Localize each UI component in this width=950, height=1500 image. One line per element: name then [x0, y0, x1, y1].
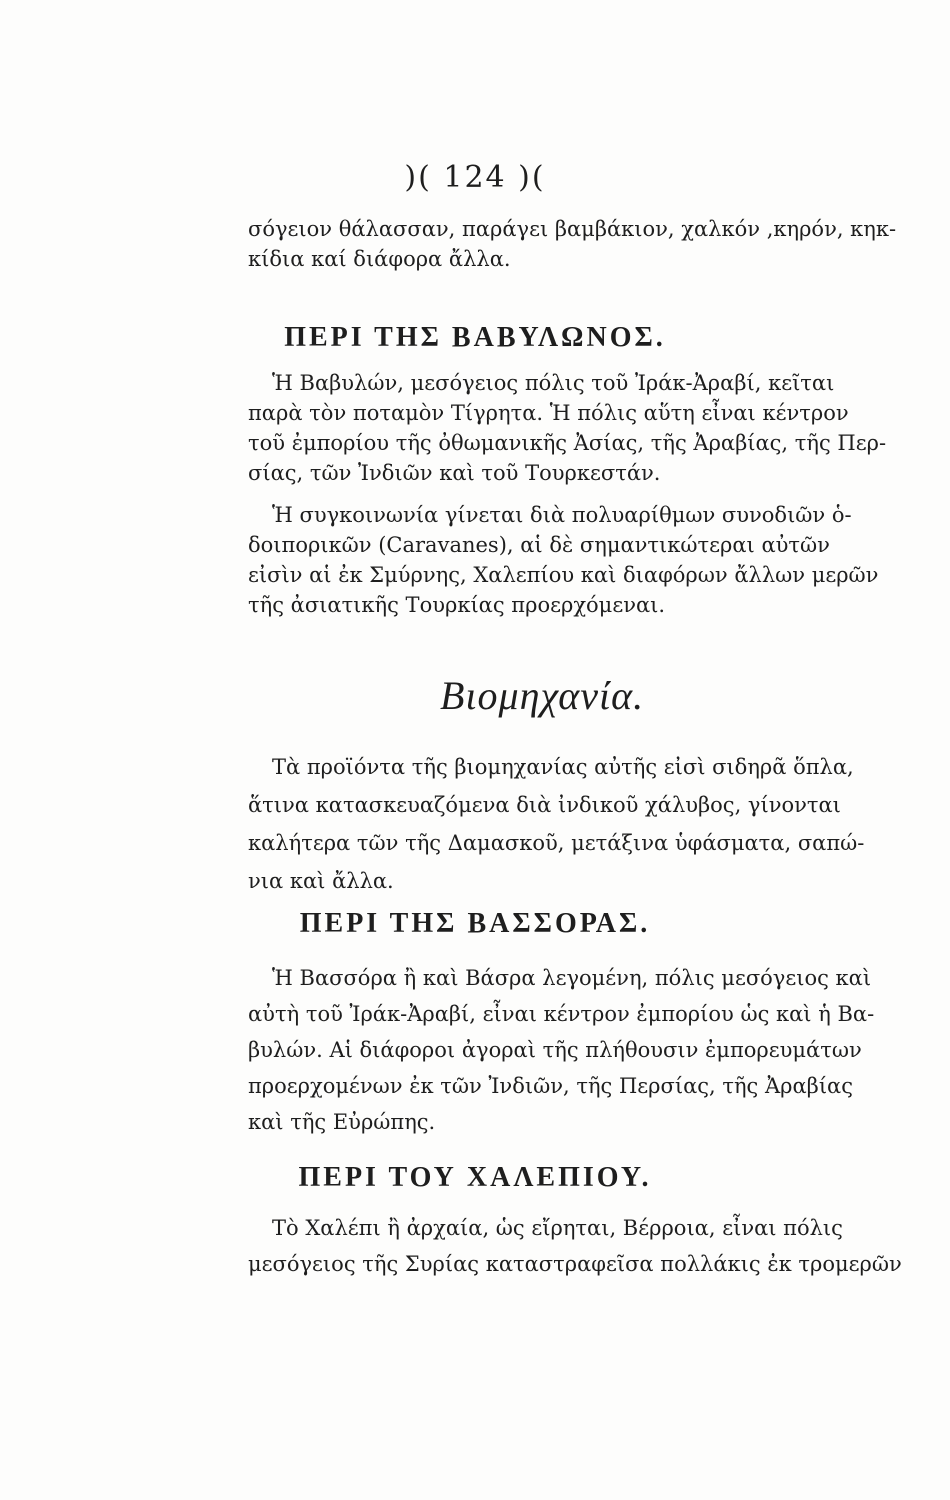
text-line: Τὸ Χαλέπι ἢ ἀρχαία, ὡς εἴρηται, Βέρροια, εἶναι πόλις — [272, 1216, 843, 1240]
text-line: τοῦ ἐμπορίου τῆς ὀθωμανικῆς Ἀσίας, τῆς Ἀραβίας, τῆς Περ- — [248, 431, 887, 455]
text-line: Τὰ προϊόντα τῆς βιομηχανίας αὐτῆς εἰσὶ σιδηρᾶ ὅπλα, — [272, 755, 854, 779]
text-line: μεσόγειος τῆς Συρίας καταστραφεῖσα πολλάκις ἐκ τρομερῶν — [248, 1252, 902, 1276]
text-line: ἅτινα κατασκευαζόμενα διὰ ἰνδικοῦ χάλυβος, γίνονται — [248, 793, 841, 817]
text-line: τῆς ἀσιατικῆς Τουρκίας προερχόμεναι. — [248, 593, 666, 617]
text-line: προερχομένων ἐκ τῶν Ἰνδιῶν, τῆς Περσίας, τῆς Ἀραβίας — [248, 1074, 854, 1098]
babylon-paragraph-1 — [248, 368, 887, 488]
text-line: Ἡ Βαβυλών, μεσόγειος πόλις τοῦ Ἰράκ-Ἀραβί, κεῖται — [272, 371, 835, 395]
intro-paragraph — [248, 214, 897, 274]
text-line: νια καὶ ἄλλα. — [248, 869, 394, 893]
text-line: βυλών. Αἱ διάφοροι ἀγοραὶ τῆς πλήθουσιν ἐμπορευμάτων — [248, 1038, 862, 1062]
basra-paragraph — [248, 960, 875, 1140]
text-line: παρὰ τὸν ποταμὸν Τίγρητα. Ἡ πόλις αὕτη εἶναι κέντρον — [248, 401, 849, 425]
text-line: σόγειον θάλασσαν, παράγει βαμβάκιον, χαλκόν ,κηρόν, κηκ- — [248, 217, 897, 241]
text-line: καλήτερα τῶν τῆς Δαμασκοῦ, μετάξινα ὑφάσματα, σαπώ- — [248, 831, 865, 855]
text-line: Ἡ Βασσόρα ἢ καὶ Βάσρα λεγομένη, πόλις μεσόγειος καὶ — [272, 966, 872, 990]
section-heading-industry: Βιομηχανία. — [440, 673, 645, 718]
text-line: εἰσὶν αἱ ἐκ Σμύρνης, Χαλεπίου καὶ διαφόρων ἄλλων μερῶν — [248, 563, 879, 587]
babylon-paragraph-2 — [248, 500, 879, 620]
aleppo-paragraph — [248, 1210, 902, 1282]
section-heading-basra: ΠΕΡΙ ΤΗΣ ΒΑΣΣΟΡΑΣ. — [299, 908, 651, 939]
section-heading-babylon: ΠΕΡΙ ΤΗΣ ΒΑΒΥΛΩΝΟΣ. — [284, 322, 666, 353]
text-line: κίδια καί διάφορα ἄλλα. — [248, 247, 511, 271]
text-line: Ἡ συγκοινωνία γίνεται διὰ πολυαρίθμων συνοδιῶν ὁ- — [272, 503, 852, 527]
text-line: αὐτὴ τοῦ Ἰράκ-Ἀραβί, εἶναι κέντρον ἐμπορίου ὡς καὶ ἡ Βα- — [248, 1002, 875, 1026]
page-number: )( 124 )( — [404, 160, 546, 195]
section-heading-aleppo: ΠΕΡΙ ΤΟΥ ΧΑΛΕΠΙΟΥ. — [298, 1162, 652, 1193]
text-line: σίας, τῶν Ἰνδιῶν καὶ τοῦ Τουρκεστάν. — [248, 461, 661, 485]
industry-paragraph — [248, 748, 865, 900]
text-line: δοιπορικῶν (Caravanes), αἱ δὲ σημαντικώτεραι αὐτῶν — [248, 533, 830, 557]
text-line: καὶ τῆς Εὐρώπης. — [248, 1110, 436, 1134]
